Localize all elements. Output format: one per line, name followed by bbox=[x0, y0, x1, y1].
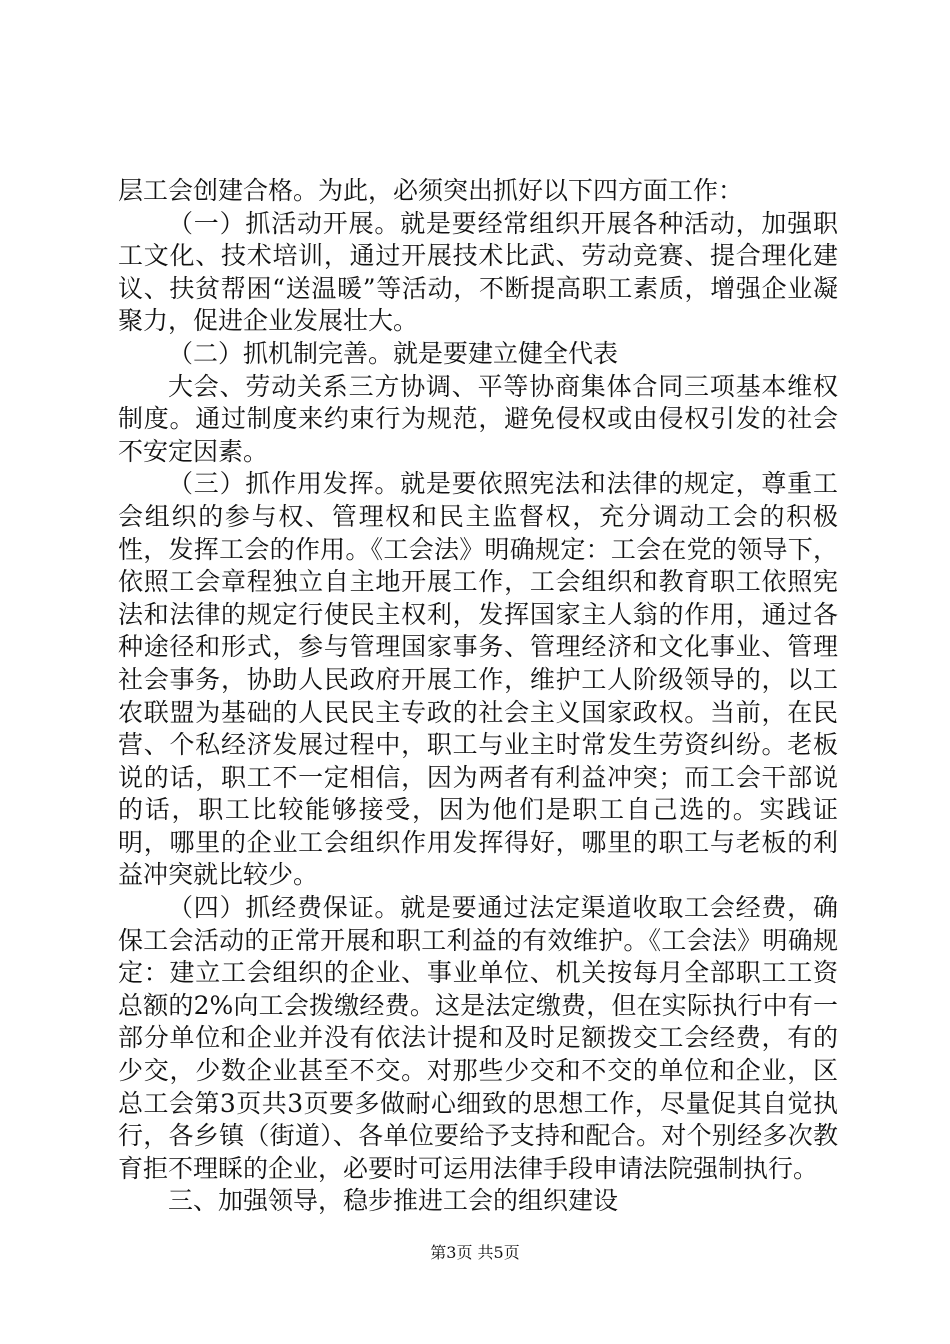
paragraph-6: （四）抓经费保证。就是要通过法定渠道收取工会经费，确保工会活动的正常开展和职工利益的有效维护。《工会法》明确规定：建立工会组织的企业、事业单位、机关按每月全部职工工资总额的2%向工会拨缴经费。这是法定缴费，但在实际执行中有一部分单位和企业并没有依法计提和及时足额拨交工会经费，有的少交，少数企业甚至不交。对那些少交和不交的单位和企业，区总工会第3页共3页要多做耐心细致的思想工作，尽量促其自觉执行，各乡镇（街道）、各单位要给予支持和配合。对个别经多次教育拒不理睬的企业，必要时可运用法律手段申请法院强制执行。 bbox=[118, 893, 838, 1183]
paragraph-4: 大会、劳动关系三方协调、平等协商集体合同三项基本维权制度。通过制度来约束行为规范，避免侵权或由侵权引发的社会不安定因素。 bbox=[118, 371, 838, 466]
section-heading: 三、加强领导，稳步推进工会的组织建设 bbox=[168, 1186, 619, 1216]
page-footer bbox=[0, 1240, 950, 1263]
page-number: 第3页 共5页 bbox=[430, 1243, 520, 1262]
paragraph-3: （二）抓机制完善。就是要建立健全代表 bbox=[168, 338, 619, 368]
paragraph-5: （三）抓作用发挥。就是要依照宪法和法律的规定，尊重工会组织的参与权、管理权和民主监督权，充分调动工会的积极性，发挥工会的作用。《工会法》明确规定：工会在党的领导下，依照工会章程独立自主地开展工作，工会组织和教育职工依照宪法和法律的规定行使民主权利，发挥国家主人翁的作用，通过各种途径和形式，参与管理国家事务、管理经济和文化事业、管理社会事务，协助人民政府开展工作，维护工人阶级领导的，以工农联盟为基础的人民民主专政的社会主义国家政权。当前，在民营、个私经济发展过程中，职工与业主时常发生劳资纠纷。老板说的话，职工不一定相信，因为两者有利益冲突；而工会干部说的话，职工比较能够接受，因为他们是职工自己选的。实践证明，哪里的企业工会组织作用发挥得好，哪里的职工与老板的利益冲突就比较少。 bbox=[118, 469, 838, 890]
paragraph-1: 层工会创建合格。为此，必须突出抓好以下四方面工作： bbox=[118, 176, 744, 205]
document-body bbox=[118, 175, 838, 1218]
paragraph-2: （一）抓活动开展。就是要经常组织开展各种活动，加强职工文化、技术培训，通过开展技术比武、劳动竞赛、提合理化建议、扶贫帮困“送温暖”等活动，不断提高职工素质，增强企业凝聚力，促进企业发展壮大。 bbox=[118, 208, 838, 336]
